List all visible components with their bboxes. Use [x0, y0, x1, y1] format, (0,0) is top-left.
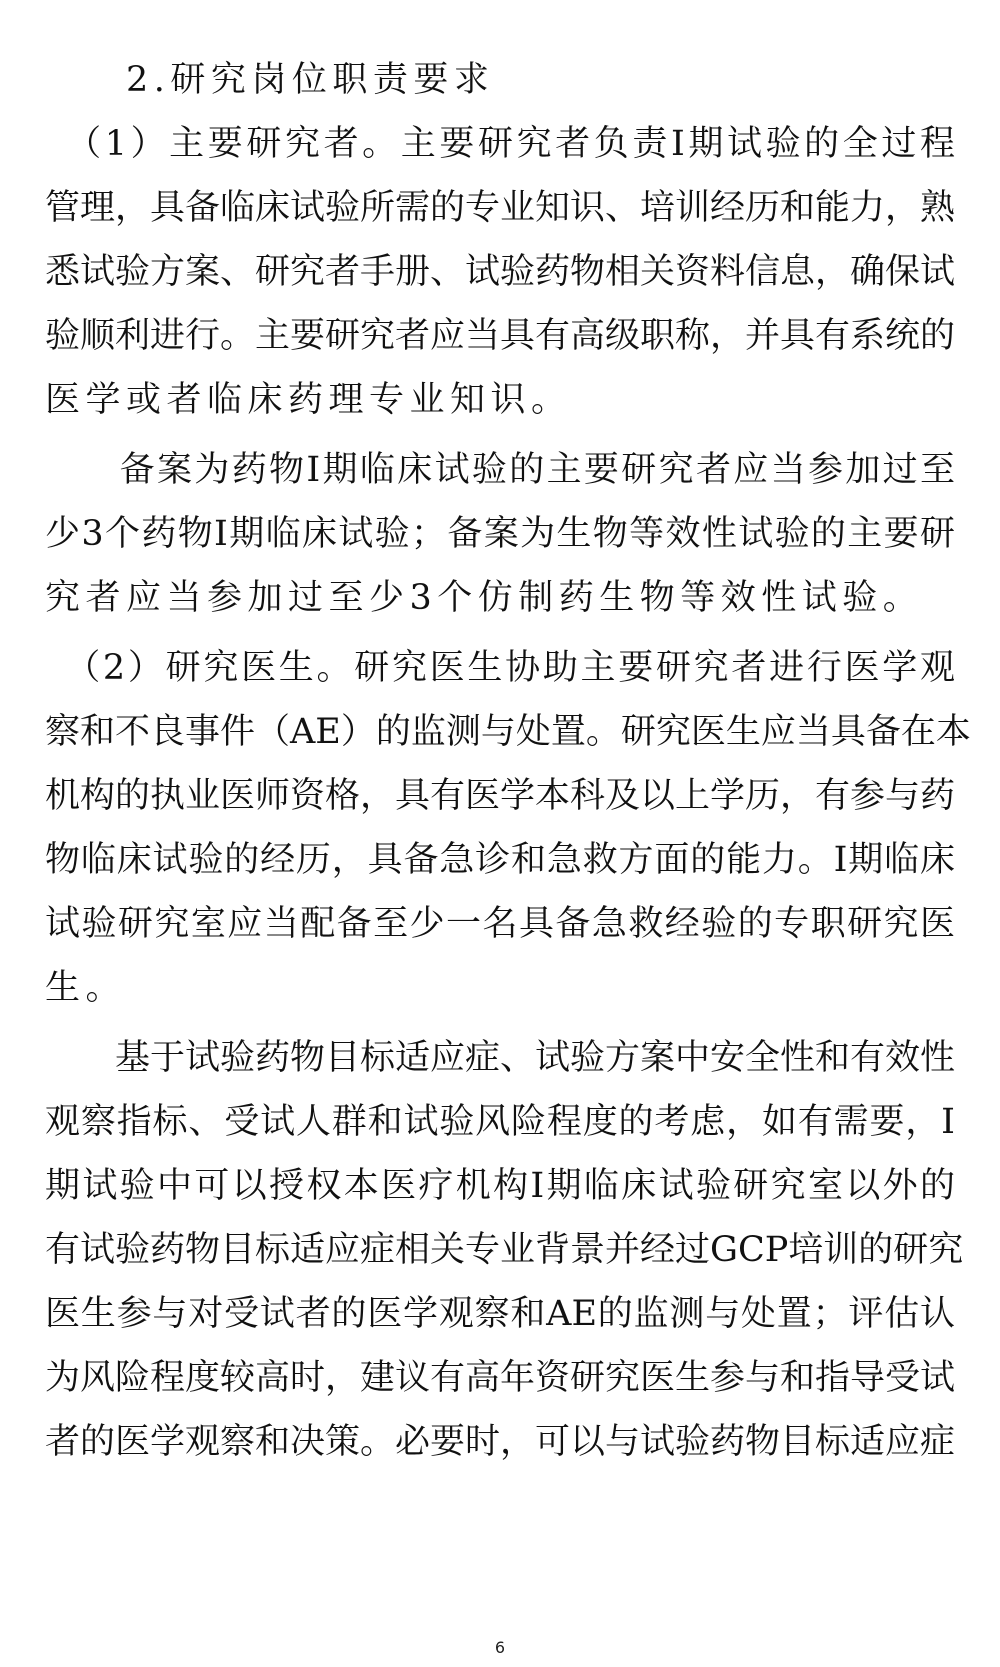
text-line: 者的医学观察和决策。必要时，可以与试验药物目标适应症 [45, 1422, 956, 1462]
section-heading: 2.研究岗位职责要求 [45, 60, 495, 100]
text-line: 有试验药物目标适应症相关专业背景并经过GCP培训的研究 [45, 1230, 964, 1270]
text-line: 备案为药物Ⅰ期临床试验的主要研究者应当参加过至 [45, 450, 955, 490]
text-line: 观察指标、受试人群和试验风险程度的考虑，如有需要，Ⅰ [45, 1102, 955, 1142]
text-line: 悉试验方案、研究者手册、试验药物相关资料信息，确保试 [45, 252, 956, 292]
text-line: 医生参与对受试者的医学观察和AE的监测与处置；评估认 [45, 1294, 955, 1334]
text-line: 试验研究室应当配备至少一名具备急救经验的专职研究医 [45, 904, 955, 944]
text-line: 生。 [45, 968, 127, 1008]
text-line: 究者应当参加过至少3个仿制药生物等效性试验。 [45, 578, 924, 618]
text-line: 管理，具备临床试验所需的专业知识、培训经历和能力，熟 [45, 188, 956, 228]
text-line: 察和不良事件（AE）的监测与处置。研究医生应当具备在本 [45, 712, 971, 752]
text-line: 物临床试验的经历，具备急诊和急救方面的能力。Ⅰ期临床 [45, 840, 955, 880]
text-line: 机构的执业医师资格，具有医学本科及以上学历，有参与药 [45, 776, 956, 816]
text-line: （2）研究医生。研究医生协助主要研究者进行医学观 [45, 648, 955, 688]
text-line: （1）主要研究者。主要研究者负责Ⅰ期试验的全过程 [45, 124, 955, 164]
text-line: 期试验中可以授权本医疗机构Ⅰ期临床试验研究室以外的 [45, 1166, 955, 1206]
page-number: 6 [494, 1638, 506, 1657]
text-line: 验顺利进行。主要研究者应当具有高级职称，并具有系统的 [45, 316, 956, 356]
text-line: 少3个药物Ⅰ期临床试验；备案为生物等效性试验的主要研 [45, 514, 955, 554]
text-line: 基于试验药物目标适应症、试验方案中安全性和有效性 [45, 1038, 956, 1078]
text-line: 医学或者临床药理专业知识。 [45, 380, 572, 420]
text-line: 为风险程度较高时，建议有高年资研究医生参与和指导受试 [45, 1358, 956, 1398]
